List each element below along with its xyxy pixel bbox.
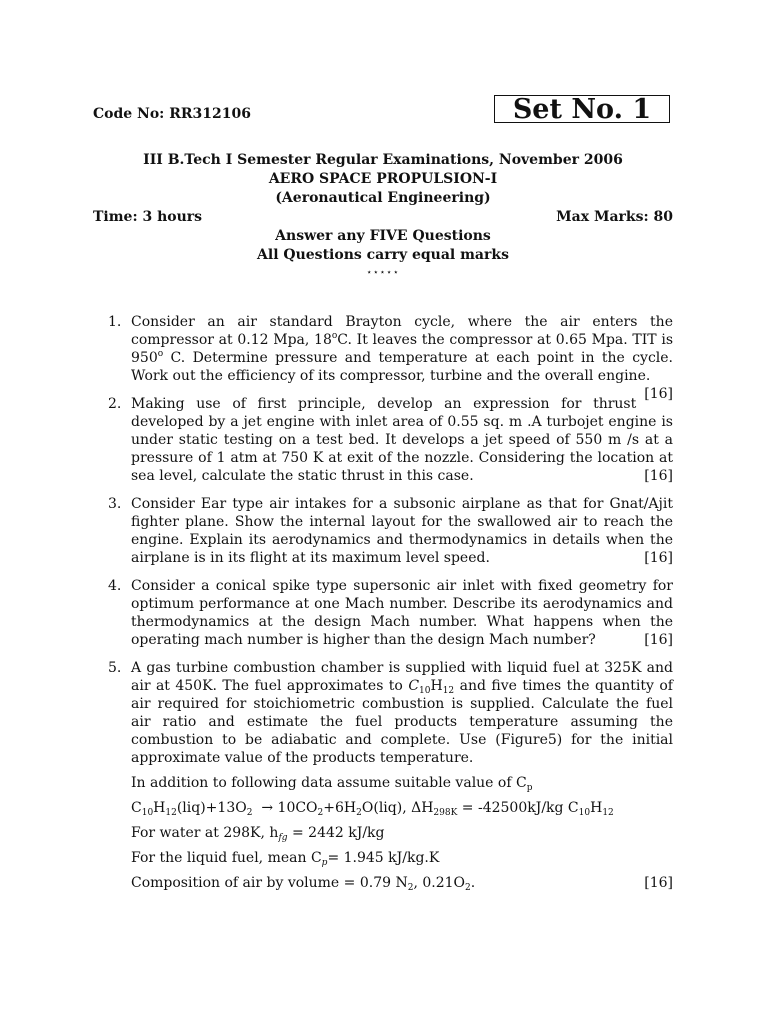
time-label: Time: 3 hours xyxy=(93,209,203,225)
question-marks: [16] xyxy=(644,386,673,402)
exam-title: III B.Tech I Semester Regular Examinations, November 2006 xyxy=(143,152,623,168)
question-marks: [16] xyxy=(644,550,673,566)
instruction-marks: All Questions carry equal marks xyxy=(257,247,509,263)
set-number-box: Set No. 1 xyxy=(494,95,670,123)
instruction-answer: Answer any FIVE Questions xyxy=(275,228,491,244)
stars-divider: ⋆⋆⋆⋆⋆ xyxy=(366,268,400,278)
question-4 xyxy=(108,577,673,649)
question-text: A gas turbine combustion chamber is supplied with liquid fuel at 325K and air at 450K. The fuel approximates to $C_{10}H_{12}$ and five times the quantity of air required for stoichiometric combustion is supplied. Calculate the fuel air ratio and estimate the fuel products temperature assuming the combustion to be adiabatic and complete. Use (Figure5) for the initial approximate value of the products temperature. xyxy=(131,660,673,766)
branch-title: (Aeronautical Engineering) xyxy=(275,190,491,206)
question-list xyxy=(108,313,673,902)
question-text: Making use of first principle, develop an expression for thrust developed by a jet engine with inlet area of 0.55 sq. m .A turbojet engine is under static testing on a test bed. It develops a jet speed of 550 m /s at a pressure of 1 atm at 750 K at exit of the nozzle. Considering the location at sea level, calculate the static thrust in this case. xyxy=(131,396,673,484)
question-number: 5. xyxy=(108,660,122,676)
question-2 xyxy=(108,395,673,485)
question-text: Consider a conical spike type supersonic air inlet with fixed geometry for optimum performance at one Mach number. Describe its aerodynamics and thermodynamics at the design Mach number. What happens when the operating mach number is higher than the design Mach number? xyxy=(131,578,673,648)
question-number: 2. xyxy=(108,396,122,412)
question-marks: [16] xyxy=(644,468,673,484)
question-number: 3. xyxy=(108,496,122,512)
max-marks-label: Max Marks: 80 xyxy=(556,209,673,225)
fuel-data-line: For the liquid fuel, mean $C_p= 1.945$ kJ/kg.K xyxy=(131,850,440,868)
subject-title: AERO SPACE PROPULSION-I xyxy=(268,171,498,187)
water-data-line: For water at 298K, $h_{fg} = 2442$ kJ/kg xyxy=(131,825,385,843)
question-text: Consider Ear type air intakes for a subsonic airplane as that for Gnat/Ajit fighter plane. Show the internal layout for the swallowed air to reach the engine. Explain its aerodynamics and thermodynamics in details when the airplane is in its flight at its maximum level speed. xyxy=(131,496,673,566)
question-1 xyxy=(108,313,674,402)
question-text: Consider an air standard Brayton cycle, where the air enters the compressor at 0.12 Mpa, 18$^o$C. It leaves the compressor at 0.65 Mpa. TIT is 950$^o$ C. Determine pressure and temperature at each point in the cycle. Work out the efficiency of its compressor, turbine and the overall engine. xyxy=(131,314,674,384)
question-5 xyxy=(108,659,673,892)
question-marks: [16] xyxy=(644,632,673,648)
air-composition-line: Composition of air by volume = 0.79 $N_2$, $0.21O_2$. [16] xyxy=(131,875,673,893)
cp-assumption-line: In addition to following data assume suitable value of $C_p$ xyxy=(131,775,533,793)
question-number: 1. xyxy=(108,314,122,330)
reaction-equation: $C_{10}H_{12}(liq)+13O_2 \to 10CO_2+6H_2O(liq)$, $\Delta H_{298K} = -42500kJ/kg$ $C_{10}H_{12}$ xyxy=(131,800,614,818)
question-number: 4. xyxy=(108,578,122,594)
time-marks-row xyxy=(93,209,673,225)
question-3 xyxy=(108,495,673,567)
question-marks: [16] xyxy=(644,875,673,891)
code-number: Code No: RR312106 xyxy=(93,106,251,122)
